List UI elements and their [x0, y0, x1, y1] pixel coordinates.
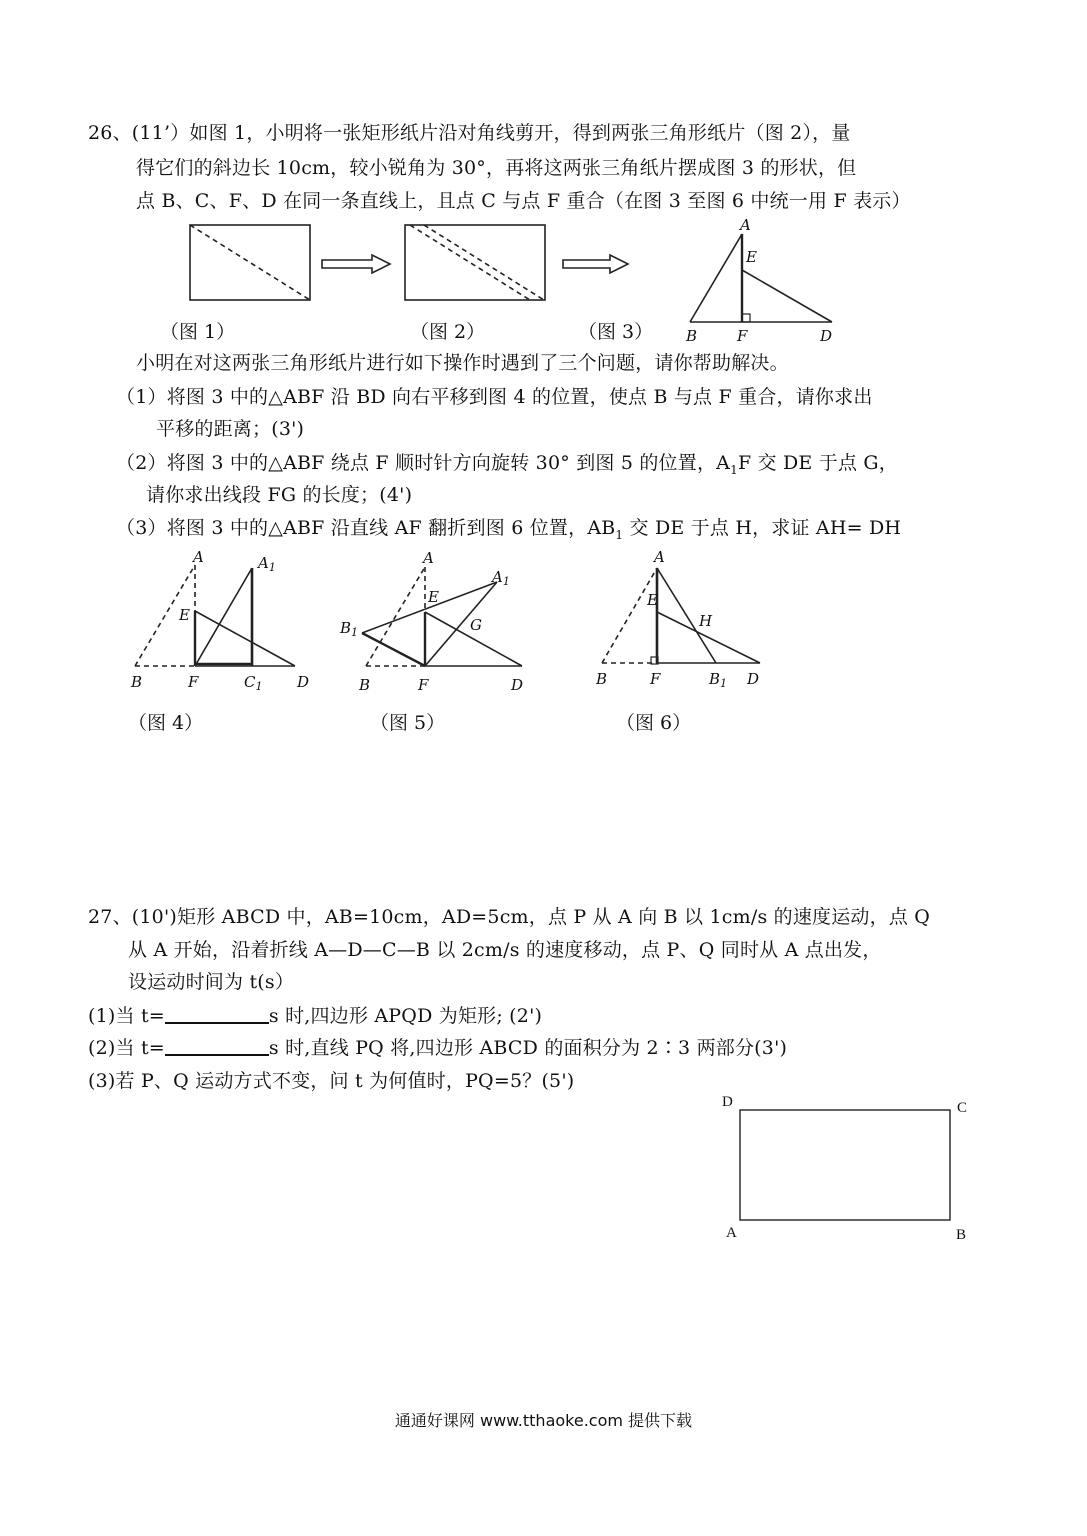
fig3-label-f: F [737, 327, 748, 345]
fig3-label-a: A [740, 216, 751, 234]
fig5-label-b: B [359, 676, 371, 694]
q26-part2-text-a: （2）将图 3 中的△ABF 绕点 F 顺时针方向旋转 30° 到图 5 的位置，A [116, 452, 731, 474]
caption-fig1: （图 1） [160, 321, 236, 343]
q27-label-a: A [726, 1225, 737, 1241]
q27-part2-post: s 时,直线 PQ 将,四边形 ABCD 的面积分为 2∶3 两部分(3') [268, 1037, 788, 1059]
fig5-label-a: A [423, 549, 434, 567]
caption-fig5: （图 5） [370, 712, 446, 734]
q26-part2-text-b: F 交 DE 于点 G， [737, 452, 898, 474]
fig5-label-f: F [418, 676, 429, 694]
fig6-label-a: A [654, 548, 665, 566]
figure-2-cut-rectangle [405, 225, 545, 300]
fig6-label-e: E [647, 591, 658, 609]
q27-part3: (3)若 P、Q 运动方式不变，问 t 为何值时，PQ=5？(5') [88, 1070, 575, 1092]
fig5-label-g: G [470, 616, 482, 634]
q27-part1-post: s 时,四边形 APQD 为矩形; (2') [268, 1005, 543, 1027]
fig4-c1-letter: C [244, 673, 256, 691]
fig3-label-d: D [820, 327, 833, 345]
fig5-b1-letter: B [340, 619, 352, 637]
fig5-label-a1 [490, 568, 510, 588]
q27-stem-line-2: 从 A 开始，沿着折线 A—D—C—B 以 2cm/s 的速度移动，点 P、Q 同时从 A 点出发， [128, 939, 882, 961]
q26-part1-line-1: （1）将图 3 中的△ABF 沿 BD 向右平移到图 4 的位置，使点 B 与点 F 重合，请你求出 [116, 386, 873, 408]
q26-part3-text-b: 交 DE 于点 H，求证 AH= DH [623, 517, 902, 539]
q26-part2-sub: 1 [730, 462, 738, 477]
fig5-a1-sub: 1 [502, 575, 510, 588]
q27-label-b: B [956, 1227, 967, 1243]
fig6-label-f: F [650, 670, 661, 688]
q26-part3-text-a: （3）将图 3 中的△ABF 沿直线 AF 翻折到图 6 位置，AB [116, 517, 616, 539]
fig4-label-d: D [297, 673, 310, 691]
fig4-label-c1 [244, 673, 262, 693]
fig5-b1-sub: 1 [351, 626, 359, 639]
fig4-label-e: E [179, 606, 190, 624]
fig4-c1-sub: 1 [255, 680, 263, 693]
fig4-label-b: B [131, 673, 143, 691]
figure-4-translation [135, 565, 295, 666]
q27-rectangle-abcd [740, 1110, 950, 1220]
fig6-b1-letter: B [709, 670, 721, 688]
figure-3-triangles [690, 234, 832, 322]
page-footer: 通通好课网 www.tthaoke.com 提供下载 [394, 1411, 693, 1430]
fig5-a1-letter: A [492, 568, 503, 586]
caption-fig3: （图 3） [578, 321, 654, 343]
arrow-icon [563, 255, 628, 273]
fig5-label-d: D [511, 676, 524, 694]
q26-part3-sub: 1 [615, 527, 624, 542]
fig6-b1-sub: 1 [720, 677, 728, 690]
fig5-label-b1 [339, 619, 358, 639]
fig6-label-b: B [596, 670, 608, 688]
q26-stem-line-3: 点 B、C、F、D 在同一条直线上，且点 C 与点 F 重合（在图 3 至图 6 中统一用 F 表示） [136, 190, 911, 212]
q26-part1-line-2: 平移的距离；(3') [156, 418, 305, 440]
q26-stem-line-2: 得它们的斜边长 10cm，较小锐角为 30°，再将这两张三角纸片摆成图 3 的形状，但 [136, 157, 857, 179]
fig6-label-d: D [747, 670, 760, 688]
arrow-icon [322, 255, 390, 273]
fig4-label-f: F [188, 673, 199, 691]
caption-fig2: （图 2） [410, 321, 486, 343]
fig5-label-e: E [428, 588, 439, 606]
fig6-label-h: H [699, 612, 713, 630]
q27-stem-line-3: 设运动时间为 t(s） [128, 971, 295, 993]
q26-part2-line-2: 请你求出线段 FG 的长度；(4') [146, 484, 413, 506]
fig3-label-b: B [686, 327, 698, 345]
q27-part1-pre: (1)当 t= [88, 1005, 165, 1027]
caption-fig6: （图 6） [616, 712, 692, 734]
fig6-label-b1 [708, 670, 727, 690]
fig4-a1-sub: 1 [268, 561, 276, 574]
q27-part2-pre: (2)当 t= [88, 1037, 165, 1059]
q26-intro: 小明在对这两张三角形纸片进行如下操作时遇到了三个问题，请你帮助解决。 [136, 352, 789, 374]
figure-6-fold [602, 568, 760, 664]
figure-1-rectangle [190, 225, 310, 300]
fig4-a1-letter: A [258, 554, 269, 572]
fig4-label-a: A [193, 548, 204, 566]
q27-label-c: C [957, 1100, 968, 1116]
fig3-label-e: E [746, 248, 757, 266]
q26-stem-line-1: 26、(11’）如图 1，小明将一张矩形纸片沿对角线剪开，得到两张三角形纸片（图 2），量 [88, 122, 851, 144]
q27-label-d: D [722, 1094, 733, 1110]
fig4-label-a1 [256, 554, 276, 574]
q27-stem-line-1: 27、(10')矩形 ABCD 中，AB=10cm，AD=5cm，点 P 从 A 向 B 以 1cm/s 的速度运动，点 Q [88, 906, 931, 928]
caption-fig4: （图 4） [128, 712, 204, 734]
